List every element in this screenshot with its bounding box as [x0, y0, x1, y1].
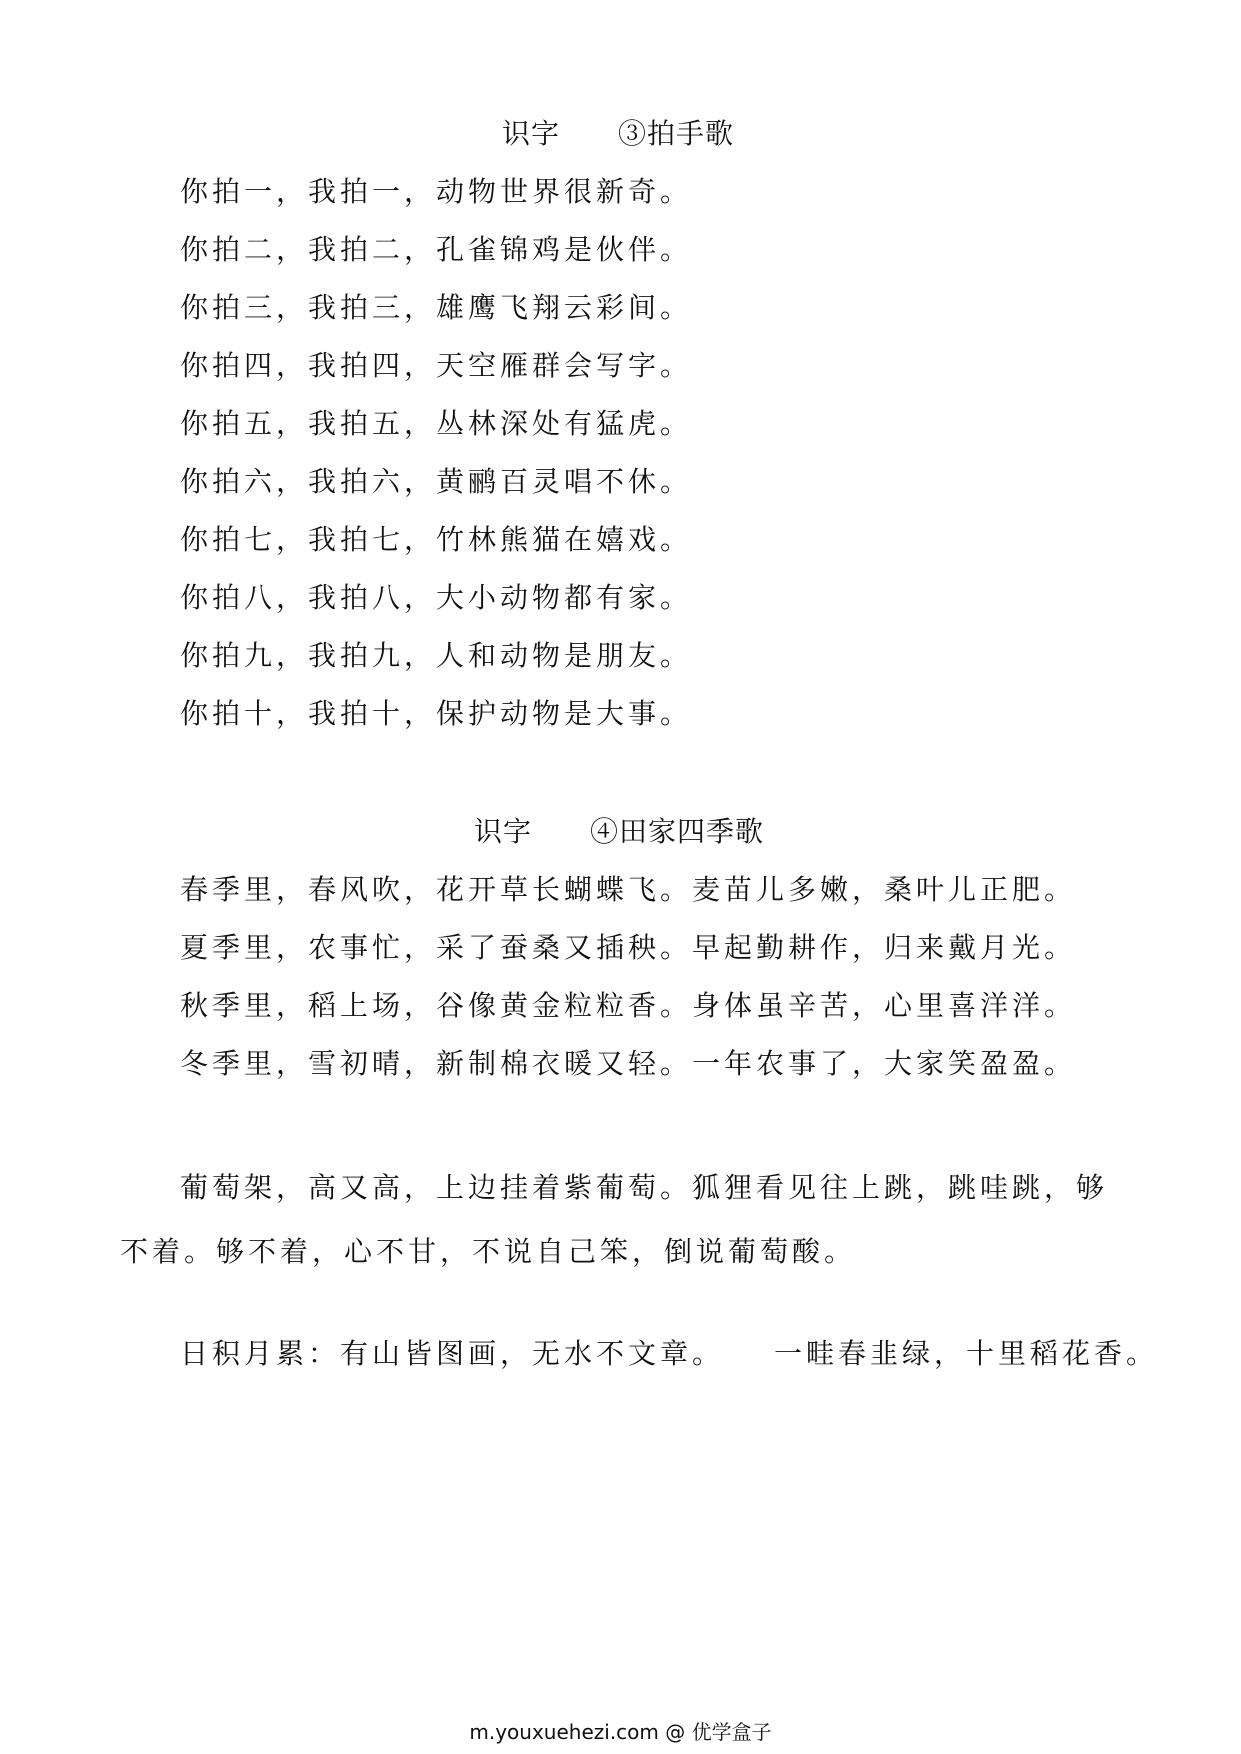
poem-line: 你拍九，我拍九，人和动物是朋友。 — [180, 639, 693, 672]
poem-line: 你拍八，我拍八，大小动物都有家。 — [180, 581, 693, 614]
poem-line: 你拍六，我拍六，黄鹂百灵唱不休。 — [180, 465, 693, 498]
section-title-pai-shou-ge: 识字 ③拍手歌 — [502, 117, 735, 150]
poem-line: 你拍三，我拍三，雄鹰飞翔云彩间。 — [180, 291, 693, 324]
poem-line: 你拍二，我拍二，孔雀锦鸡是伙伴。 — [180, 233, 693, 266]
poem-line: 你拍十，我拍十，保护动物是大事。 — [180, 697, 693, 730]
poem-line: 春季里，春风吹，花开草长蝴蝶飞。麦苗儿多嫩，桑叶儿正肥。 — [180, 873, 1077, 906]
poem-line: 你拍五，我拍五，丛林深处有猛虎。 — [180, 407, 693, 440]
poem-line: 冬季里，雪初晴，新制棉衣暖又轻。一年农事了，大家笑盈盈。 — [180, 1047, 1077, 1080]
daily-accumulation-line: 日积月累：有山皆图画，无水不文章。 一畦春韭绿，十里稻花香。 — [180, 1337, 1159, 1370]
poem-line: 你拍四，我拍四，天空雁群会写字。 — [180, 349, 693, 382]
fox-grapes-paragraph: 葡萄架，高又高，上边挂着紫葡萄。狐狸看见往上跳，跳哇跳，够不着。够不着，心不甘，不说自己笨，倒说葡萄酸。 — [120, 1171, 1109, 1268]
poem-line: 夏季里，农事忙，采了蚕桑又插秧。早起勤耕作，归来戴月光。 — [180, 931, 1077, 964]
section-title-tian-jia-si-ji-ge: 识字 ④田家四季歌 — [474, 815, 765, 848]
poem-line: 你拍七，我拍七，竹林熊猫在嬉戏。 — [180, 523, 693, 556]
poem-line: 你拍一，我拍一，动物世界很新奇。 — [180, 175, 693, 208]
footer-watermark: m.youxuehezi.com @ 优学盒子 — [469, 1720, 772, 1744]
poem-line: 秋季里，稻上场，谷像黄金粒粒香。身体虽辛苦，心里喜洋洋。 — [180, 989, 1077, 1022]
